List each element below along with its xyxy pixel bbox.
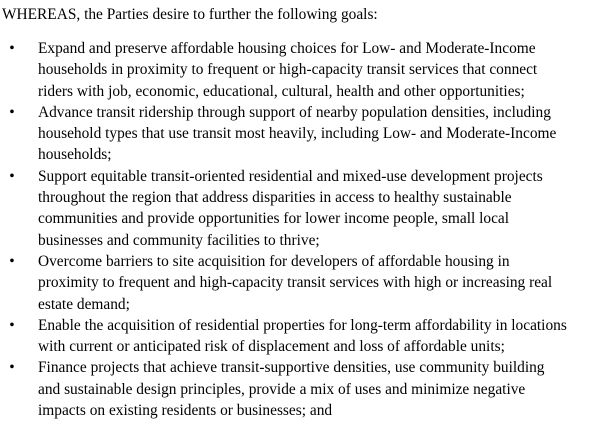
goal-line: households;: [38, 146, 112, 164]
goal-item-4: [0, 251, 567, 315]
goal-line: households in proximity to frequent or high-capacity transit services that connect: [38, 61, 538, 79]
goal-line: Expand and preserve affordable housing choices for Low- and Moderate-Income: [38, 40, 536, 57]
bullet-icon: •: [9, 359, 15, 377]
goal-line: communities and provide opportunities for lower income people, small local: [38, 210, 510, 228]
bullet-icon: •: [9, 167, 15, 185]
goal-line: Finance projects that achieve transit-supportive densities, use community building: [38, 359, 545, 377]
bullet-icon: •: [9, 316, 15, 334]
goal-item-1: [0, 38, 567, 102]
goal-line: impacts on existing residents or businesses; and: [38, 402, 333, 420]
bullet-icon: •: [9, 103, 15, 121]
bullet-icon: •: [9, 252, 15, 270]
goal-item-2: [0, 102, 567, 166]
bullet-icon: •: [9, 40, 15, 57]
goal-line: household types that use transit most heavily, including Low- and Moderate-Income: [38, 125, 557, 143]
goal-line: businesses and community facilities to thrive;: [38, 231, 320, 249]
goal-item-6: [0, 357, 567, 421]
goal-line: throughout the region that address disparities in access to healthy sustainable: [38, 189, 512, 207]
goal-line: proximity to frequent and high-capacity transit services with high or increasing real: [38, 274, 553, 292]
goal-line: and sustainable design principles, provide a mix of uses and minimize negative: [38, 380, 526, 398]
goal-item-5: [0, 315, 567, 358]
goals-list: [0, 38, 567, 421]
goal-line: Overcome barriers to site acquisition for developers of affordable housing in: [38, 252, 510, 270]
goal-line: with current or anticipated risk of displacement and loss of affordable units;: [38, 338, 505, 356]
goal-line: Advance transit ridership through support of nearby population densities, including: [38, 103, 551, 121]
goal-line: Enable the acquisition of residential properties for long-term affordability in locations: [38, 316, 567, 334]
goal-item-3: [0, 166, 567, 251]
goal-line: Support equitable transit-oriented residential and mixed-use development projects: [38, 167, 543, 185]
goal-line: riders with job, economic, educational, cultural, health and other opportunities;: [38, 82, 525, 100]
whereas-clause: WHEREAS, the Parties desire to further the following goals:: [2, 6, 378, 23]
goal-line: estate demand;: [38, 295, 130, 313]
